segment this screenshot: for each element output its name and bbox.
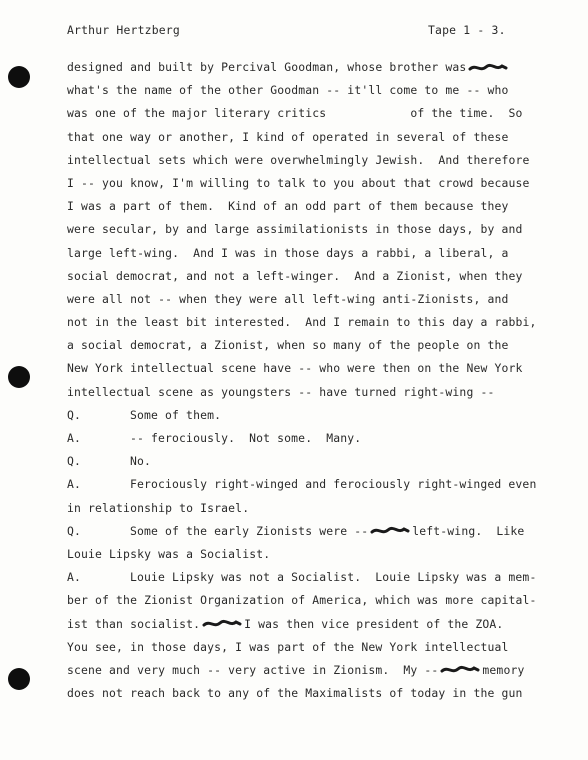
transcript-line (67, 79, 567, 102)
dialog-line (67, 520, 567, 543)
transcript-line (67, 218, 567, 241)
line-text: what's the name of the other Goodman -- it'll come to me -- who (67, 83, 509, 98)
transcript-line (67, 334, 567, 357)
transcript-line (67, 543, 567, 566)
line-text: Some of the early Zionists were -- (130, 523, 369, 538)
line-text: intellectual sets which were overwhelmingly Jewish. And therefore (67, 152, 530, 167)
transcript-line (67, 288, 567, 311)
strikeout-scribble (202, 619, 242, 629)
line-text: that one way or another, I kind of operated in several of these (67, 129, 509, 144)
speaker-label: A. (67, 570, 82, 585)
line-text: Louie Lipsky was not a Socialist. Louie Lipsky was a mem- (130, 570, 537, 585)
header-interviewee-name: Arthur Hertzberg (67, 23, 180, 37)
line-text: were all not -- when they were all left-wing anti-Zionists, and (67, 291, 509, 306)
line-text: left-wing. Like (412, 523, 525, 538)
line-text: New York intellectual scene have -- who were then on the New York (67, 361, 523, 376)
transcript-line (67, 242, 567, 265)
line-text: was one of the major literary critics of the time. So (67, 106, 523, 121)
transcript-line (67, 381, 567, 404)
transcript-line (67, 589, 567, 612)
speaker-label: Q. (67, 454, 82, 469)
speaker-label: A. (67, 431, 82, 445)
line-text: social democrat, and not a left-winger. And a Zionist, when they (67, 268, 523, 283)
line-text: large left-wing. And I was in those days a rabbi, a liberal, a (67, 245, 509, 260)
transcript-line (67, 172, 567, 195)
dialog-line (67, 404, 567, 427)
binder-hole-bottom (8, 668, 30, 690)
transcript-line (67, 126, 567, 149)
transcript-line (67, 497, 567, 520)
strikeout-scribble (440, 665, 480, 675)
line-text: scene and very much -- very active in Zionism. My -- (67, 662, 439, 677)
transcript-line (67, 195, 567, 218)
line-text: I was a part of them. Kind of an odd part of them because they (67, 199, 509, 214)
transcript-line (67, 311, 567, 334)
transcript-line (67, 682, 567, 705)
line-text: I was then vice president of the ZOA. (244, 616, 504, 631)
transcript-line (67, 613, 567, 636)
dialog-line (67, 450, 567, 473)
transcript-line (67, 102, 567, 125)
line-text: a social democrat, a Zionist, when so many of the people on the (67, 338, 509, 353)
binder-hole-middle (8, 366, 30, 388)
transcript-line (67, 265, 567, 288)
transcript-line (67, 357, 567, 380)
strikeout-scribble (370, 526, 410, 536)
line-text: not in the least bit interested. And I remain to this day a rabbi, (67, 315, 537, 330)
strikeout-scribble (468, 63, 508, 73)
dialog-line (67, 427, 567, 450)
binder-hole-top (8, 66, 30, 88)
line-text: designed and built by Percival Goodman, whose brother was (67, 60, 467, 74)
transcript-line (67, 56, 567, 79)
line-text: Ferociously right-winged and ferociously right-winged even (130, 477, 537, 492)
dialog-line (67, 566, 567, 589)
line-text: You see, in those days, I was part of the New York intellectual (67, 639, 509, 654)
transcript-line (67, 149, 567, 172)
line-text: Some of them. (130, 407, 222, 422)
line-text: Louie Lipsky was a Socialist. (67, 546, 271, 561)
header-tape-number: Tape 1 - 3. (428, 23, 506, 37)
line-text: does not reach back to any of the Maximalists of today in the gun (67, 686, 523, 701)
line-text: in relationship to Israel. (67, 500, 250, 515)
line-text: No. (130, 454, 152, 469)
transcript-body (67, 56, 567, 705)
transcript-line (67, 659, 567, 682)
line-text: ist than socialist. (67, 616, 201, 631)
line-text: -- ferociously. Not some. Many. (130, 431, 362, 445)
dialog-line (67, 473, 567, 496)
line-text: intellectual scene as youngsters -- have turned right-wing -- (67, 384, 495, 399)
line-text: ber of the Zionist Organization of America, which was more capital- (67, 593, 537, 608)
speaker-label: Q. (67, 523, 82, 538)
speaker-label: Q. (67, 407, 82, 422)
speaker-label: A. (67, 477, 82, 492)
line-text: memory (482, 662, 525, 677)
transcript-line (67, 636, 567, 659)
line-text: were secular, by and large assimilationists in those days, by and (67, 222, 523, 237)
line-text: I -- you know, I'm willing to talk to you about that crowd because (67, 175, 530, 190)
